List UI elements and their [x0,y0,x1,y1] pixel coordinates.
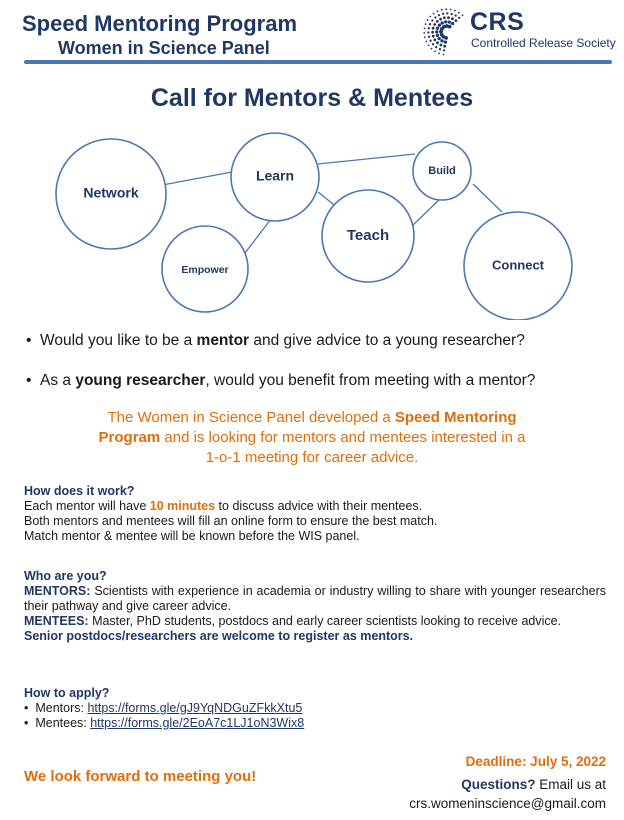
logo-dot [444,20,447,23]
logo-dot [427,19,429,21]
logo-dot [438,14,440,16]
logo-dot [425,23,427,25]
questions-line: Questions? Email us at [461,777,606,792]
concept-diagram [0,120,624,320]
logo-dot [450,13,452,15]
logo-dot [439,48,441,50]
header-divider [24,60,612,64]
logo-dot [438,24,441,27]
logo-dot [424,28,426,30]
logo-dot [444,40,447,43]
logo-dot [447,16,450,19]
logo-dot [424,36,426,38]
section-who: Who are you? MENTORS: Scientists with experience in academia or industry willing to share with younger researchers their pathway and give career advice. MENTEES: Master, PhD students, postdocs and early career scientists looking to receive advice. Senior postdocs/researchers are welcome to register as mentors. [24,569,606,643]
logo-dot [441,21,444,24]
intro-paragraph: The Women in Science Panel developed a Speed Mentoring Program and is looking for mentors and mentees interested in a 1-o-1 meeting for career advice. [98,409,526,466]
edge-network-learn [157,172,232,186]
node-connect: Connect [492,257,544,273]
logo-dot [429,16,431,18]
logo-dot [458,12,460,14]
logo-dot [433,23,436,26]
logo-dot [435,46,437,48]
logo-dot [438,53,440,55]
node-empower: Empower [181,263,229,276]
logo-dot [450,9,452,11]
logo-dot [446,12,448,14]
logo-dot [438,37,441,40]
logo-dot [428,36,430,38]
logo-dot [431,48,433,50]
edge-build-connect [473,184,502,212]
contact-email[interactable]: crs.womeninscience@gmail.com [409,796,606,811]
logo-dot [434,38,437,41]
node-build: Build [428,164,456,177]
logo-dot [434,16,436,18]
section-how: How does it work? Each mentor will have 10 minutes to discuss advice with their mentees. Both mentors and mentees will fill an online form to ensure the best match. Match mentor & mentee will be known before the WIS panel. [24,484,606,544]
main-title: Call for Mentors & Mentees [150,84,474,112]
logo-dot [429,23,431,25]
logo-dot [443,49,445,51]
logo-dot [436,41,439,44]
logo-dot [443,54,445,56]
logo-dot [423,32,425,34]
edge-teach-build [412,198,441,226]
node-teach: Teach [346,226,390,244]
mentors-form-link[interactable]: https://forms.gle/gJ9YqNDGuZFkkXtu5 [87,701,303,715]
closing-message: We look forward to meeting you! [24,768,257,785]
node-learn: Learn [255,167,295,184]
logo-dot [458,17,460,19]
apply-heading: How to apply? [24,686,110,700]
logo-dot [425,41,427,43]
logo-dot [431,19,433,21]
logo-dot [441,9,443,11]
logo-dot [428,27,430,29]
logo-dot [431,31,434,34]
logo-dot [436,34,439,37]
logo-dot [432,35,435,38]
program-title: Speed Mentoring Program [22,11,298,36]
logo-dot [428,45,430,47]
logo-dot [427,31,429,33]
logo-dot [462,14,464,16]
logo-dot [443,16,446,19]
logo-dot [455,19,458,22]
logo-dot [439,18,442,21]
logo-dot [434,51,436,53]
mentees-form-link[interactable]: https://forms.gle/2EoA7c1LJ1oN3Wix8 [90,716,305,730]
logo-dot [454,14,456,16]
logo-dot [448,25,452,29]
logo-dot [445,8,447,10]
logo-dot [443,45,446,48]
logo-dot [448,20,451,23]
logo-dot [436,27,439,30]
edge-learn-build [318,154,415,164]
logo-abbr: CRS [470,8,525,36]
logo-name: Controlled Release Society [471,36,616,50]
logo-dot [437,10,439,12]
who-heading: Who are you? [24,569,107,583]
how-heading: How does it work? [24,484,135,498]
logo-dot [436,20,439,23]
logo-dot [454,10,456,12]
logo-dot [433,13,435,15]
panel-subtitle: Women in Science Panel [58,38,270,58]
node-network: Network [83,184,139,201]
logo-dot [451,22,454,25]
logo-dot [432,27,435,30]
logo-dot [440,39,443,42]
logo-dot [451,17,454,20]
logo-dot [432,43,434,45]
bullet-researcher: • As a young researcher, would you benefit from meeting with a mentor? [26,372,536,389]
logo-dot [440,44,443,47]
bullet-mentor: • Would you like to be a mentor and give advice to a young researcher? [26,332,525,349]
deadline: Deadline: July 5, 2022 [465,754,606,769]
logo-dot [442,13,444,15]
logo-dot [429,40,431,42]
logo-dot [435,30,438,33]
section-apply: How to apply? • Mentors: https://forms.gle/gJ9YqNDGuZFkkXtu5 • Mentees: https://forms.gle/2EoA7c1LJ1oN3Wix8 [24,686,606,731]
